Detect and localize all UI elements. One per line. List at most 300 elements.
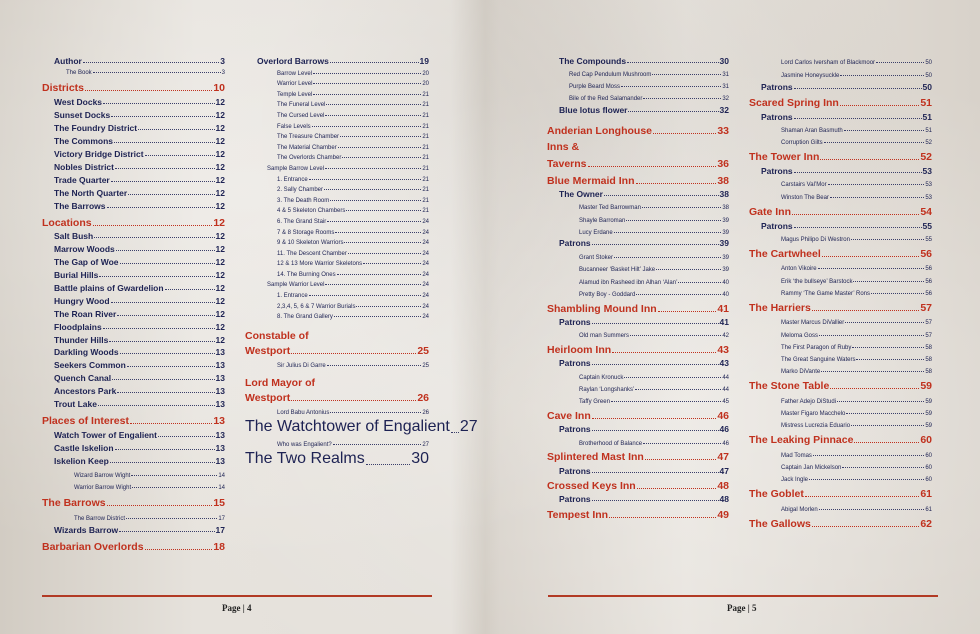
toc-entry-shayle-barroman[interactable]	[579, 211, 729, 223]
toc-page-number: 62	[920, 517, 932, 530]
dot-leader	[794, 172, 922, 173]
toc-heading-inns-taverns-line1[interactable]: Inns &	[547, 141, 580, 153]
toc-entry-trout-lake[interactable]	[54, 396, 225, 409]
toc-heading-the-tower-inn[interactable]	[749, 147, 932, 163]
toc-entry-title: 7 & 8 Storage Rooms	[277, 229, 335, 236]
toc-entry-thunder-hills[interactable]	[54, 332, 225, 345]
toc-entry-9-10-skeleton-warriors[interactable]	[277, 236, 429, 247]
toc-entry-the-compounds[interactable]	[559, 53, 729, 66]
toc-heading-crossed-keys-inn[interactable]	[547, 477, 729, 493]
toc-page-number: 30	[719, 56, 729, 66]
toc-page-number: 60	[925, 464, 932, 471]
toc-page-number: 31	[722, 72, 729, 78]
toc-page-number: 21	[422, 134, 429, 141]
toc-entry-jasmine-honeysuckle[interactable]	[781, 66, 932, 78]
dot-leader	[630, 335, 721, 336]
toc-page-number: 13	[213, 414, 225, 427]
toc-entry-the-great-sanguine-waters[interactable]	[781, 351, 932, 363]
toc-entry-patrons[interactable]	[559, 315, 729, 327]
dot-leader	[871, 293, 924, 294]
dot-leader	[337, 274, 422, 275]
toc-entry-alamud-ibn-rasheed-ibn-alhan-alan[interactable]	[579, 273, 729, 285]
toc-page-number: 50	[922, 81, 932, 92]
toc-entry-title: Bucanneer ‘Basket Hilt’ Jake	[579, 267, 656, 274]
toc-entry-the-barrows[interactable]	[54, 198, 225, 211]
dot-leader	[821, 371, 924, 372]
toc-entry-sample-warrior-level[interactable]	[267, 278, 429, 289]
toc-entry-the-treasure-chamber[interactable]	[277, 130, 429, 141]
toc-page-number: 57	[925, 332, 932, 339]
toc-entry-the-first-paragon-of-ruby[interactable]	[781, 339, 932, 351]
toc-entry-salt-bush[interactable]	[54, 229, 225, 242]
toc-page-number: 12	[215, 231, 225, 242]
toc-page-number: 60	[925, 477, 932, 484]
toc-page-number: 60	[925, 452, 932, 459]
toc-entry-meloma-goss[interactable]	[781, 326, 932, 338]
toc-entry-west-docks[interactable]	[54, 94, 225, 107]
toc-entry-title: 8. The Grand Gallery	[277, 314, 333, 321]
dot-leader	[325, 168, 421, 169]
toc-page-number: 47	[717, 451, 729, 464]
toc-entry-marrow-woods[interactable]	[54, 241, 225, 254]
toc-page-number: 59	[920, 380, 932, 393]
toc-heading-places-of-interest[interactable]	[42, 411, 225, 427]
toc-entry-the-north-quarter[interactable]	[54, 185, 225, 198]
toc-entry-patrons[interactable]	[761, 218, 932, 231]
toc-page-number: 47	[719, 465, 729, 476]
toc-entry-title: 14. The Burning Ones	[277, 271, 336, 278]
toc-entry-the-material-chamber[interactable]	[277, 140, 429, 151]
toc-entry-title: The Watchtower of Engalient	[245, 418, 450, 436]
toc-entry-title: Blue lotus flower	[559, 105, 628, 115]
toc-page-number: 24	[422, 250, 429, 257]
toc-entry-the-funeral-level[interactable]	[277, 98, 429, 109]
toc-entry-4-5-skeleton-chambers[interactable]	[277, 204, 429, 215]
toc-entry-title: The Gallows	[749, 517, 811, 530]
toc-entry-lord-babu-antonius[interactable]	[277, 404, 429, 416]
toc-entry-raylan-longshanks[interactable]	[579, 381, 729, 393]
toc-entry-title: Rammy ‘The Game Master’ Rons	[781, 290, 871, 297]
toc-heading-locations[interactable]	[42, 213, 225, 229]
dot-leader	[83, 62, 219, 63]
dot-leader	[851, 425, 924, 426]
dot-leader	[130, 423, 212, 424]
toc-entry-14-the-burning-ones[interactable]	[277, 267, 429, 278]
toc-page-number: 20	[422, 81, 429, 88]
toc-entry-who-was-engalient[interactable]	[277, 436, 429, 448]
toc-page-number: 13	[215, 442, 225, 453]
toc-entry-title: Grant Stoker	[579, 254, 614, 261]
dot-leader	[335, 232, 421, 233]
dot-leader	[830, 388, 919, 389]
toc-entry-floodplains[interactable]	[54, 319, 225, 332]
toc-heading-lord-mayor-of-westport-line1[interactable]: Lord Mayor of	[245, 377, 315, 390]
toc-page-number: 30	[411, 450, 429, 468]
toc-heading-cave-inn[interactable]	[547, 406, 729, 422]
toc-heading-scared-spring-inn[interactable]	[749, 93, 932, 109]
toc-page-number: 24	[422, 293, 429, 300]
toc-page-number: 10	[213, 82, 225, 95]
toc-entry-rammy-the-game-master-rons[interactable]	[781, 285, 932, 297]
toc-page-number: 56	[925, 266, 932, 273]
toc-entry-title: Corruption Gilts	[781, 140, 823, 147]
toc-entry-title: Patrons	[559, 238, 591, 249]
toc-page-number: 19	[419, 56, 429, 66]
dot-leader	[340, 136, 421, 137]
toc-page-number: 59	[925, 411, 932, 418]
toc-entry-warrior-level[interactable]	[277, 77, 429, 88]
toc-entry-title: Taverns	[547, 158, 587, 170]
dot-leader	[624, 377, 721, 378]
dot-leader	[94, 237, 214, 238]
toc-heading-constable-of-westport-line1[interactable]: Constable of	[245, 330, 309, 343]
toc-entry-magus-philipo-di-westron[interactable]	[781, 231, 932, 243]
toc-entry-the-watchtower-of-engalient[interactable]	[245, 418, 478, 436]
toc-entry-12-13-more-warrior-skeletons[interactable]	[277, 257, 429, 268]
dot-leader	[819, 509, 925, 510]
dot-leader	[109, 341, 214, 342]
toc-entry-title: Purple Beard Moss	[569, 84, 621, 90]
toc-heading-the-barrows[interactable]	[42, 493, 225, 509]
toc-entry-author[interactable]	[54, 53, 225, 66]
dot-leader	[853, 281, 924, 282]
toc-heading-shambling-mound-inn[interactable]	[547, 299, 729, 315]
dot-leader	[116, 250, 215, 251]
toc-entry-shaman-aran-basmuth[interactable]	[781, 122, 932, 134]
toc-entry-temple-level[interactable]	[277, 87, 429, 98]
dot-leader	[824, 142, 925, 143]
toc-entry-title: 4 & 5 Skeleton Chambers	[277, 208, 346, 215]
toc-entry-the-roan-river[interactable]	[54, 306, 225, 319]
toc-page-number: 24	[422, 218, 429, 225]
toc-page-number: 13	[215, 373, 225, 384]
toc-page-number: 12	[215, 295, 225, 306]
toc-entry-title: Warrior Level	[277, 81, 313, 88]
toc-heading-the-cartwheel[interactable]	[749, 244, 932, 260]
toc-entry-7-8-storage-rooms[interactable]	[277, 225, 429, 236]
dot-leader	[844, 130, 925, 131]
toc-entry-title: The Owner	[559, 188, 603, 199]
dot-leader	[131, 475, 217, 476]
toc-page-number: 18	[213, 541, 225, 554]
toc-entry-seekers-common[interactable]	[54, 357, 225, 370]
dot-leader	[99, 276, 214, 277]
toc-entry-title: 1. Entrance	[277, 176, 308, 183]
dot-leader	[637, 488, 717, 489]
toc-page-number: 24	[422, 282, 429, 289]
toc-entry-mad-tomas[interactable]	[781, 446, 932, 458]
toc-page-number: 49	[717, 508, 729, 521]
toc-entry-title: Marrow Woods	[54, 244, 115, 255]
toc-heading-districts[interactable]	[42, 78, 225, 94]
toc-page-number: 13	[215, 455, 225, 466]
dot-leader	[840, 105, 919, 106]
dot-leader	[93, 225, 213, 226]
toc-entry-title: The Foundry District	[54, 123, 138, 134]
toc-page-number: 12	[215, 174, 225, 185]
toc-entry-title: The Stone Table	[749, 380, 830, 393]
toc-entry-the-owner[interactable]	[559, 187, 729, 199]
toc-entry-title: Patrons	[559, 424, 591, 435]
toc-page-number: 61	[920, 488, 932, 501]
toc-entry-quench-canal[interactable]	[54, 370, 225, 383]
toc-entry-carstairs-val-mor[interactable]	[781, 176, 932, 188]
toc-entry-title: Seekers Common	[54, 360, 126, 371]
toc-entry-title: Anderian Longhouse	[547, 125, 652, 137]
toc-entry-patrons[interactable]	[559, 492, 729, 504]
toc-entry-victory-bridge-district[interactable]	[54, 146, 225, 159]
dot-leader	[158, 436, 215, 437]
toc-entry-title: Lord Carlos Iversham of Blackmoor	[781, 60, 876, 67]
toc-page-number: 56	[920, 248, 932, 261]
toc-entry-wizard-barrow-wight[interactable]	[74, 466, 225, 479]
dot-leader	[678, 282, 721, 283]
toc-heading-the-stone-table[interactable]	[749, 376, 932, 392]
dot-leader	[333, 444, 422, 445]
toc-entry-patrons[interactable]	[761, 79, 932, 92]
dot-leader	[813, 455, 924, 456]
dot-leader	[132, 487, 217, 488]
toc-page-number: 36	[717, 158, 729, 170]
dot-leader	[111, 116, 214, 117]
toc-entry-overlord-barrows[interactable]	[257, 53, 429, 66]
dot-leader	[107, 207, 215, 208]
toc-column-1	[42, 53, 225, 553]
toc-entry-sample-barrow-level[interactable]	[267, 161, 429, 172]
toc-entry-father-adejo-distudi[interactable]	[781, 392, 932, 404]
toc-page-number: 12	[215, 161, 225, 172]
toc-entry-captain-kronuck[interactable]	[579, 368, 729, 380]
toc-entry-castle-iskelion[interactable]	[54, 440, 225, 453]
toc-entry-title: Lord Babu Antonius	[277, 410, 330, 417]
toc-entry-lord-carlos-iversham-of-blackmoor[interactable]	[781, 54, 932, 66]
toc-entry-11-the-descent-chamber[interactable]	[277, 246, 429, 257]
toc-entry-title: 2. Sally Chamber	[277, 187, 324, 194]
toc-heading-taverns[interactable]	[547, 154, 729, 170]
toc-entry-2-3-4-5-6-7-warrior-burials[interactable]	[277, 299, 429, 310]
dot-leader	[112, 379, 214, 380]
toc-entry-title: 11. The Descent Chamber	[277, 250, 347, 257]
toc-entry-master-ted-barrowman[interactable]	[579, 199, 729, 211]
toc-entry-purple-beard-moss[interactable]	[569, 78, 729, 90]
toc-page-number: 24	[422, 303, 429, 310]
toc-page-number: 50	[925, 72, 932, 79]
toc-page-number: 17	[218, 516, 225, 523]
toc-entry-title: Trout Lake	[54, 398, 97, 409]
toc-entry-title: The First Paragon of Ruby	[781, 344, 852, 351]
toc-entry-the-barrow-district[interactable]	[74, 509, 225, 522]
toc-entry-1-entrance[interactable]	[277, 288, 429, 299]
toc-entry-title: Tempest Inn	[547, 508, 609, 521]
toc-entry-title: 6. The Grand Stair	[277, 218, 327, 225]
toc-entry-barrow-level[interactable]	[277, 66, 429, 77]
toc-heading-the-goblet[interactable]	[749, 484, 932, 500]
toc-entry-bile-of-the-red-salamander[interactable]	[569, 90, 729, 102]
dot-leader	[628, 111, 718, 112]
dot-leader	[327, 365, 422, 366]
dot-leader	[107, 505, 213, 506]
toc-entry-title: 12 & 13 More Warrior Skeletons	[277, 261, 363, 268]
toc-heading-barbarian-overlords[interactable]	[42, 537, 225, 553]
toc-entry-title: Wizard Barrow Wight	[74, 472, 131, 479]
toc-entry-warrior-barrow-wight[interactable]	[74, 479, 225, 492]
toc-entry-jack-ingle[interactable]	[781, 471, 932, 483]
toc-entry-8-the-grand-gallery[interactable]	[277, 310, 429, 321]
toc-page-number: 33	[717, 125, 729, 137]
toc-entry-red-cap-pendulum-mushroom[interactable]	[569, 66, 729, 78]
toc-page-number: 12	[215, 282, 225, 293]
toc-entry-patrons[interactable]	[559, 422, 729, 434]
toc-entry-title: Floodplains	[54, 321, 102, 332]
toc-entry-the-book[interactable]	[66, 66, 225, 77]
toc-heading-the-leaking-pinnace[interactable]	[749, 430, 932, 446]
right-page-number: Page | 5	[727, 603, 757, 613]
toc-page-number: 21	[422, 102, 429, 109]
dot-leader	[313, 73, 421, 74]
toc-page-number: 13	[215, 347, 225, 358]
toc-heading-anderian-longhouse[interactable]	[547, 119, 729, 137]
toc-page-number: 12	[215, 200, 225, 211]
dot-leader	[313, 94, 421, 95]
toc-entry-pretty-boy-goddard[interactable]	[579, 286, 729, 298]
toc-entry-patrons[interactable]	[761, 109, 932, 122]
toc-entry-title: The Harriers	[749, 301, 811, 314]
toc-entry-the-overlords-chamber[interactable]	[277, 151, 429, 162]
toc-entry-title: Marko DiVante	[781, 369, 821, 376]
toc-entry-erik-the-bullseye-barstock[interactable]	[781, 272, 932, 284]
toc-entry-the-commons[interactable]	[54, 133, 225, 146]
toc-heading-tempest-inn[interactable]	[547, 505, 729, 521]
toc-entry-title: Red Cap Pendulum Mushroom	[569, 72, 652, 78]
dot-leader	[612, 352, 716, 353]
toc-entry-false-levels[interactable]	[277, 119, 429, 130]
toc-entry-6-the-grand-stair[interactable]	[277, 214, 429, 225]
toc-page-number: 56	[925, 290, 932, 297]
toc-entry-iskelion-keep[interactable]	[54, 453, 225, 466]
toc-entry-corruption-gilts[interactable]	[781, 134, 932, 146]
toc-entry-captain-jan-mickelson[interactable]	[781, 459, 932, 471]
toc-entry-brotherhood-of-balance[interactable]	[579, 434, 729, 446]
toc-entry-watch-tower-of-engalient[interactable]	[54, 427, 225, 440]
dot-leader	[592, 418, 717, 419]
toc-entry-abigal-morlen[interactable]	[781, 500, 932, 512]
toc-page-number: 21	[422, 197, 429, 204]
toc-entry-title: Pretty Boy - Goddard	[579, 292, 636, 299]
toc-entry-the-two-realms[interactable]	[245, 450, 429, 468]
toc-entry-title: Patrons	[761, 220, 793, 231]
toc-heading-westport[interactable]	[245, 343, 429, 357]
dot-leader	[876, 62, 924, 63]
toc-heading-the-gallows[interactable]	[749, 514, 932, 530]
toc-entry-nobles-district[interactable]	[54, 159, 225, 172]
toc-entry-title: The Roan River	[54, 308, 117, 319]
toc-entry-bucanneer-basket-hilt-jake[interactable]	[579, 261, 729, 273]
dot-leader	[451, 432, 459, 433]
toc-entry-master-marcus-divallier[interactable]	[781, 314, 932, 326]
toc-entry-old-man-summers[interactable]	[579, 327, 729, 339]
toc-entry-winston-the-bear[interactable]	[781, 188, 932, 200]
toc-entry-title: The Great Sanguine Waters	[781, 357, 856, 364]
toc-entry-title: The Barrows	[42, 497, 106, 510]
toc-entry-darkling-woods[interactable]	[54, 345, 225, 358]
toc-heading-heirloom-inn[interactable]	[547, 340, 729, 356]
toc-entry-battle-plains-of-gwardelion[interactable]	[54, 280, 225, 293]
dot-leader	[111, 181, 215, 182]
dot-leader	[820, 159, 919, 160]
toc-entry-title: The Cursed Level	[277, 112, 325, 119]
toc-entry-wizards-barrow[interactable]	[54, 522, 225, 535]
toc-entry-blue-lotus-flower[interactable]	[559, 102, 729, 115]
toc-entry-sunset-docks[interactable]	[54, 107, 225, 120]
dot-leader	[845, 322, 924, 323]
toc-entry-sir-julius-di-garre[interactable]	[277, 357, 429, 369]
toc-entry-title: Districts	[42, 82, 85, 95]
toc-heading-the-harriers[interactable]	[749, 298, 932, 314]
toc-entry-title: Taffy Green	[579, 399, 610, 406]
toc-heading-splintered-mast-inn[interactable]	[547, 448, 729, 464]
toc-entry-taffy-green[interactable]	[579, 393, 729, 405]
toc-page-number: 15	[213, 497, 225, 510]
toc-page-number: 26	[422, 410, 429, 417]
toc-entry-hungry-wood[interactable]	[54, 293, 225, 306]
toc-entry-grant-stoker[interactable]	[579, 248, 729, 260]
toc-entry-the-gap-of-woe[interactable]	[54, 254, 225, 267]
toc-entry-lucy-erdane[interactable]	[579, 224, 729, 236]
toc-entry-burial-hills[interactable]	[54, 267, 225, 280]
dot-leader	[356, 306, 421, 307]
toc-page-number: 12	[213, 216, 225, 229]
toc-entry-1-entrance[interactable]	[277, 172, 429, 183]
toc-heading-blue-mermaid-inn[interactable]	[547, 171, 729, 187]
dot-leader	[851, 239, 924, 240]
toc-page-number: 58	[925, 344, 932, 351]
toc-entry-master-figaro-macchelo[interactable]	[781, 405, 932, 417]
toc-entry-patrons[interactable]	[761, 163, 932, 176]
toc-entry-patrons[interactable]	[559, 463, 729, 475]
toc-entry-title: Patrons	[761, 166, 793, 177]
toc-entry-title: Westport	[245, 345, 291, 358]
toc-entry-patrons[interactable]	[559, 356, 729, 368]
toc-page-number: 40	[722, 292, 729, 299]
toc-entry-title: Who was Engalient?	[277, 442, 332, 449]
dot-leader	[822, 256, 920, 257]
toc-entry-title: 9 & 10 Skeleton Warriors	[277, 240, 344, 247]
dot-leader	[627, 62, 718, 63]
toc-entry-title: West Docks	[54, 97, 103, 108]
toc-entry-title: Sample Barrow Level	[267, 165, 325, 172]
toc-heading-gate-inn[interactable]	[749, 202, 932, 218]
toc-entry-ancestors-park[interactable]	[54, 383, 225, 396]
toc-entry-trade-quarter[interactable]	[54, 172, 225, 185]
toc-entry-anton-vikoire[interactable]	[781, 260, 932, 272]
toc-entry-mistress-lucrezia-eduario[interactable]	[781, 417, 932, 429]
toc-page-number: 12	[215, 97, 225, 108]
toc-page-number: 20	[422, 70, 429, 77]
toc-entry-the-cursed-level[interactable]	[277, 108, 429, 119]
toc-entry-2-sally-chamber[interactable]	[277, 183, 429, 194]
toc-heading-westport[interactable]	[245, 390, 429, 404]
toc-entry-patrons[interactable]	[559, 236, 729, 248]
dot-leader	[614, 232, 722, 233]
toc-entry-title: Burial Hills	[54, 270, 99, 281]
toc-entry-title: Darkling Woods	[54, 347, 119, 358]
toc-page-number: 14	[218, 472, 225, 479]
toc-entry-3-the-death-room[interactable]	[277, 193, 429, 204]
toc-entry-marko-divante[interactable]	[781, 363, 932, 375]
toc-page-number: 58	[925, 357, 932, 364]
toc-entry-the-foundry-district[interactable]	[54, 120, 225, 133]
toc-entry-title: Abigal Morlen	[781, 506, 818, 513]
